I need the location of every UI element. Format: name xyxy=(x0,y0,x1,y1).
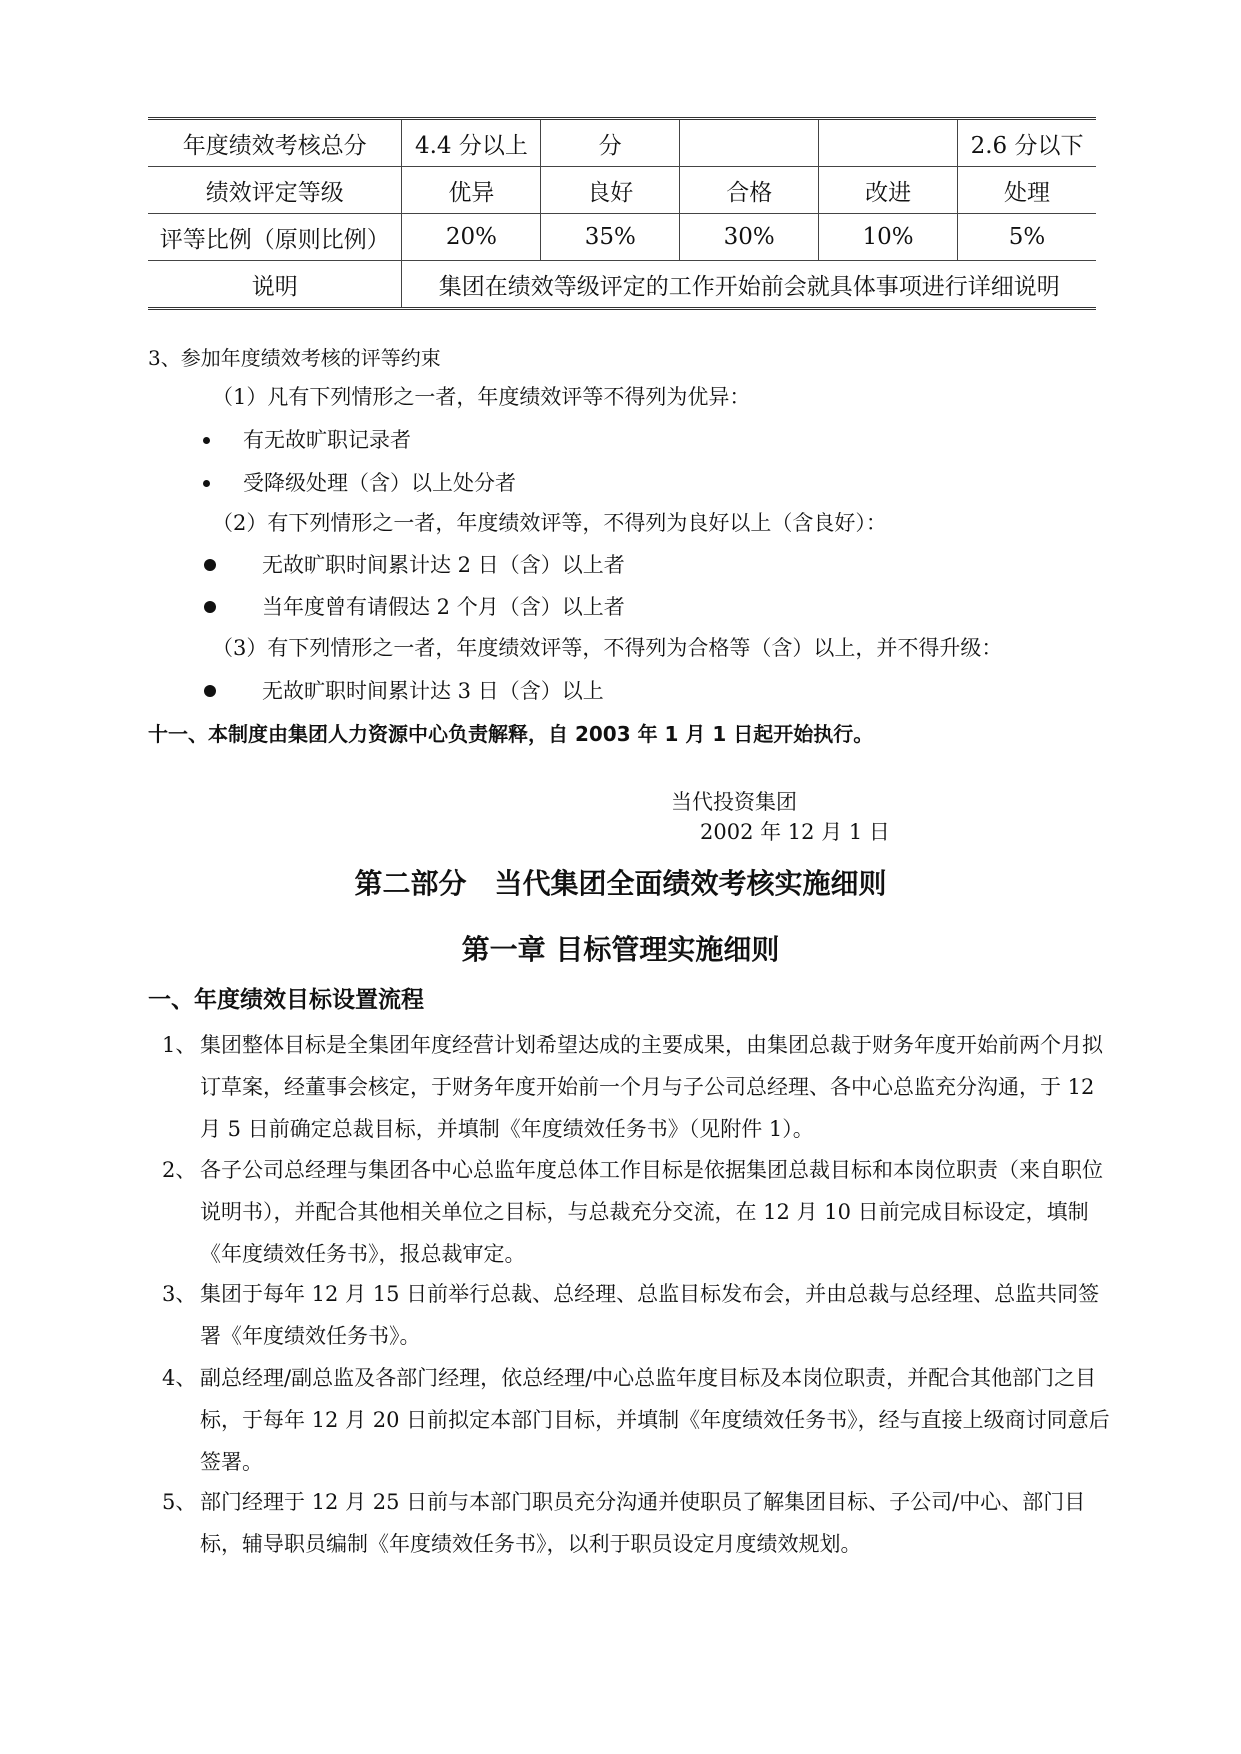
step-number: 2、 xyxy=(162,1158,197,1182)
table-cell: 4.4 分以上 xyxy=(402,119,541,167)
part-title: 第二部分 当代集团全面绩效考核实施细则 xyxy=(354,867,887,900)
step-text: 集团整体目标是全集团年度经营计划希望达成的主要成果，由集团总裁于财务年度开始前两个月拟订草案，经董事会核定，于财务年度开始前一个月与子公司总经理、各中心总监充分沟通，于 12 月 5 日前确定总裁目标，并填制《年度绩效任务书》（见附件 1）。 xyxy=(200,1033,1103,1141)
step-text: 副总经理/副总监及各部门经理，依总经理/中心总监年度目标及本岗位职责，并配合其他部门之目标，于每年 12 月 20 日前拟定本部门目标，并填制《年度绩效任务书》，经与直接上级商讨同意后签署。 xyxy=(200,1366,1110,1474)
table-row xyxy=(148,119,1096,167)
table-cell: 绩效评定等级 xyxy=(148,167,402,214)
list-item: 无故旷职时间累计达 2 日（含）以上者 xyxy=(262,553,625,577)
table-cell: 35% xyxy=(541,214,680,261)
bullet-icon xyxy=(203,437,210,444)
step-number: 3、 xyxy=(162,1282,197,1306)
signature-date: 2002 年 12 月 1 日 xyxy=(700,820,890,844)
table-note-label: 说明 xyxy=(148,261,402,309)
list-item: 受降级处理（含）以上处分者 xyxy=(243,471,516,495)
table-cell xyxy=(819,119,958,167)
table-cell: 20% xyxy=(402,214,541,261)
table-cell: 评等比例（原则比例） xyxy=(148,214,402,261)
table-cell: 10% xyxy=(819,214,958,261)
table-row xyxy=(148,261,1096,309)
table-cell: 优异 xyxy=(402,167,541,214)
bullet-icon xyxy=(203,480,210,487)
list-item: 无故旷职时间累计达 3 日（含）以上 xyxy=(262,679,604,703)
table-row xyxy=(148,167,1096,214)
table-cell xyxy=(680,119,819,167)
sub2-text: （2）有下列情形之一者，年度绩效评等，不得列为良好以上（含良好）： xyxy=(212,511,887,535)
sub1-text: （1）凡有下列情形之一者，年度绩效评等不得列为优异： xyxy=(212,385,751,409)
chapter-title: 第一章 目标管理实施细则 xyxy=(461,933,780,966)
table-cell: 良好 xyxy=(541,167,680,214)
table-cell: 2.6 分以下 xyxy=(958,119,1096,167)
table-cell: 合格 xyxy=(680,167,819,214)
step-text: 集团于每年 12 月 15 日前举行总裁、总经理、总监目标发布会，并由总裁与总经理、总监共同签署《年度绩效任务书》。 xyxy=(200,1282,1100,1348)
section3-heading: 3、参加年度绩效考核的评等约束 xyxy=(148,346,441,370)
table-note-text: 集团在绩效等级评定的工作开始前会就具体事项进行详细说明 xyxy=(402,261,1096,309)
table-row xyxy=(148,214,1096,261)
step-item xyxy=(162,1481,1115,1565)
bullet-icon xyxy=(204,601,216,613)
step-number: 4、 xyxy=(162,1366,197,1390)
step-item xyxy=(162,1149,1115,1275)
clause-11: 十一、本制度由集团人力资源中心负责解释，自 2003 年 1 月 1 日起开始执行。 xyxy=(148,722,874,746)
step-item xyxy=(162,1024,1115,1150)
step-text: 各子公司总经理与集团各中心总监年度总体工作目标是依据集团总裁目标和本岗位职责（来自职位说明书），并配合其他相关单位之目标，与总裁充分交流，在 12 月 10 日前完成目标设定，填制《年度绩效任务书》，报总裁审定。 xyxy=(200,1158,1103,1266)
bullet-icon xyxy=(204,685,216,697)
table-cell: 30% xyxy=(680,214,819,261)
table-cell: 改进 xyxy=(819,167,958,214)
table-cell: 分 xyxy=(541,119,680,167)
step-number: 5、 xyxy=(162,1490,197,1514)
section1-heading: 一、年度绩效目标设置流程 xyxy=(148,987,424,1013)
grade-table xyxy=(148,117,1096,310)
step-item xyxy=(162,1273,1115,1357)
table-cell: 5% xyxy=(958,214,1096,261)
list-item: 有无故旷职记录者 xyxy=(243,428,411,452)
sub3-text: （3）有下列情形之一者，年度绩效评等，不得列为合格等（含）以上，并不得升级： xyxy=(212,636,1003,660)
signature-org: 当代投资集团 xyxy=(671,790,797,814)
table-cell: 年度绩效考核总分 xyxy=(148,119,402,167)
list-item: 当年度曾有请假达 2 个月（含）以上者 xyxy=(262,595,625,619)
step-text: 部门经理于 12 月 25 日前与本部门职员充分沟通并使职员了解集团目标、子公司/中心、部门目标，辅导职员编制《年度绩效任务书》，以利于职员设定月度绩效规划。 xyxy=(200,1490,1086,1556)
step-number: 1、 xyxy=(162,1033,197,1057)
step-item xyxy=(162,1357,1115,1483)
bullet-icon xyxy=(204,559,216,571)
table-cell: 处理 xyxy=(958,167,1096,214)
